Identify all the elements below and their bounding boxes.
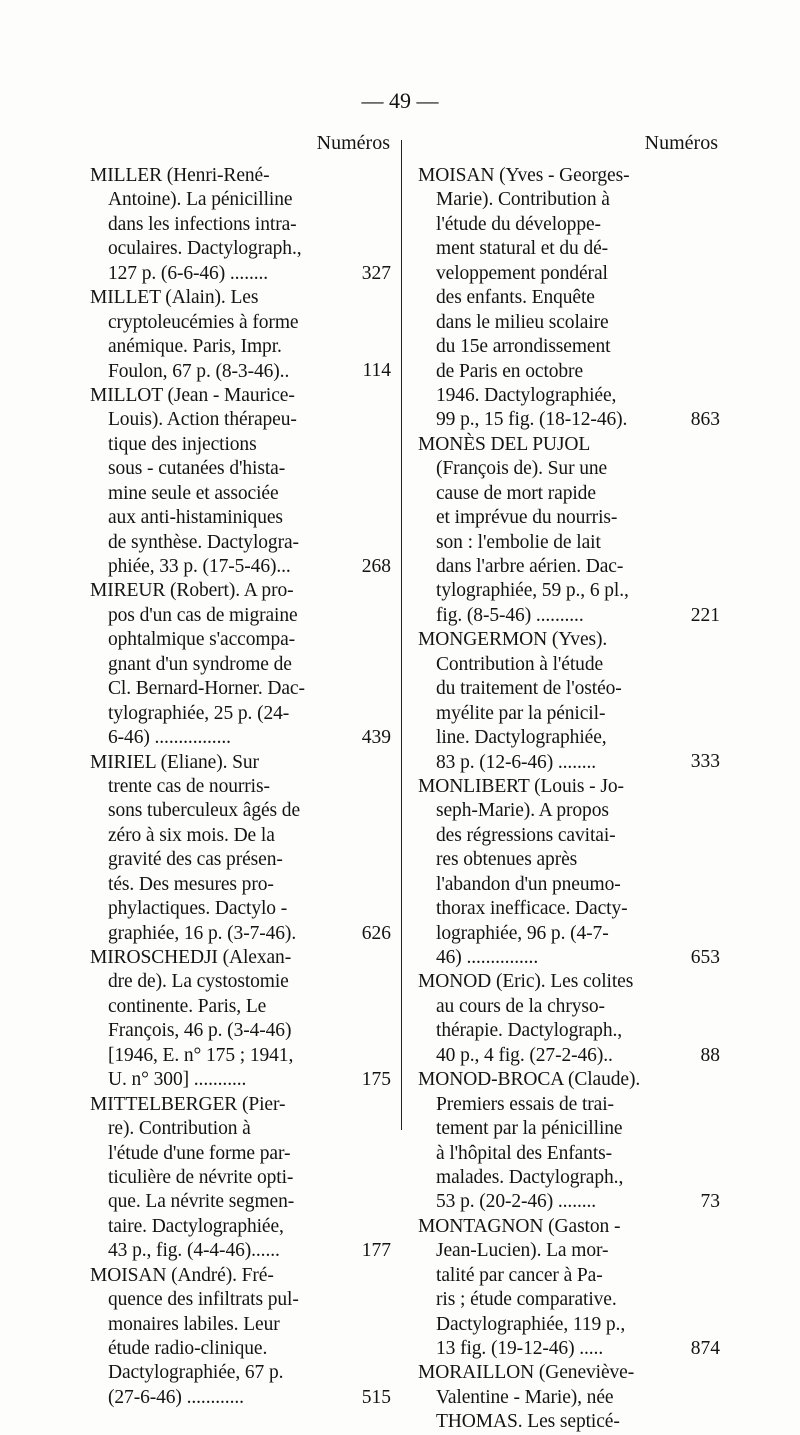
entry-number: 221	[690, 604, 720, 626]
right-column	[418, 132, 718, 1435]
bibliography-entry	[90, 1093, 390, 1264]
entry-text-line: zéro à six mois. De la	[108, 824, 275, 846]
bibliography-entry	[90, 164, 390, 286]
entry-text-line: et imprévue du nourris-	[436, 507, 618, 529]
entry-text-line: cause de mort rapide	[436, 482, 596, 504]
entry-text-line: 40 p., 4 fig. (27-2-46)..	[436, 1044, 613, 1066]
entry-text-line: Dactylographiée, 67 p.	[108, 1362, 284, 1384]
entry-author-line: MONÈS DEL PUJOL	[418, 433, 591, 455]
entry-number: 863	[690, 409, 720, 431]
entry-text-line: Dactylographiée, 119 p.,	[436, 1313, 626, 1335]
entry-author-line: MONLIBERT (Louis - Jo-	[418, 775, 624, 797]
bibliography-entry	[90, 579, 390, 750]
entry-text-line: aux anti-histaminiques	[108, 507, 283, 529]
entry-text-line: 53 p. (20-2-46) ........	[436, 1191, 597, 1213]
entry-text-line: 43 p., fig. (4-4-46)......	[108, 1240, 280, 1262]
entry-author-line: MORAILLON (Geneviève-	[418, 1362, 635, 1384]
entry-number: 73	[700, 1191, 720, 1213]
entry-text-line: tement par la pénicilline	[436, 1118, 623, 1140]
bibliography-entry	[90, 946, 390, 1093]
bibliography-entry	[418, 1068, 718, 1215]
entry-text-line: line. Dactylographiée,	[436, 727, 607, 749]
entry-text-line: que. La névrite segmen-	[108, 1191, 295, 1213]
entry-text-line: pos d'un cas de migraine	[108, 604, 298, 626]
entry-text-line: phylactiques. Dactylo -	[108, 898, 288, 920]
entry-number: 114	[362, 360, 391, 382]
entry-text-line: malades. Dactylograph.,	[436, 1166, 624, 1188]
entry-text-line: gravité des cas présen-	[108, 849, 283, 871]
entry-number: 327	[361, 262, 391, 284]
entry-author-line: MILLOT (Jean - Maurice-	[90, 384, 295, 406]
entry-text-line: 99 p., 15 fig. (18-12-46).	[436, 409, 628, 431]
bibliography-entry	[90, 384, 390, 580]
entry-text-line: 46) ...............	[436, 947, 539, 968]
entry-text-line: dans les infections intra-	[108, 213, 297, 235]
right-entries	[418, 164, 718, 1435]
entry-text-line: (François de). Sur une	[436, 458, 608, 480]
page-number: — 49 —	[361, 88, 439, 113]
entry-author-line: MONGERMON (Yves).	[418, 629, 608, 651]
entry-text-line: trente cas de nourris-	[108, 775, 270, 797]
entry-text-line: talité par cancer à Pa-	[436, 1264, 603, 1286]
entry-number: 175	[361, 1069, 391, 1091]
entry-text-line: cryptoleucémies à forme	[108, 311, 299, 333]
bibliography-entry	[90, 751, 390, 947]
entry-number: 874	[690, 1337, 720, 1359]
entry-text-line: Marie). Contribution à	[436, 189, 610, 211]
entry-author-line: MILLET (Alain). Les	[90, 287, 259, 309]
entry-text-line: sous - cutanées d'hista-	[108, 458, 286, 480]
column-header-right: Numéros	[644, 132, 718, 154]
entry-text-line: continente. Paris, Le	[108, 995, 267, 1017]
column-header-left: Numéros	[316, 132, 390, 154]
entry-text-line: François, 46 p. (3-4-46)	[108, 1020, 292, 1042]
entry-text-line: re). Contribution à	[108, 1118, 251, 1140]
entry-number: 515	[361, 1386, 391, 1408]
entry-text-line: Antoine). La pénicilline	[108, 189, 293, 211]
entry-text-line: Foulon, 67 p. (8-3-46)..	[108, 360, 290, 382]
entry-author-line: MOISAN (Yves - Georges-	[418, 165, 630, 186]
entry-text-line: [1946, E. n° 175 ; 1941,	[108, 1044, 294, 1066]
entry-number: 653	[690, 946, 720, 968]
entry-text-line: du traitement de l'ostéo-	[436, 678, 622, 700]
entry-author-line: MIROSCHEDJI (Alexan-	[90, 947, 292, 968]
entry-text-line: gnant d'un syndrome de	[108, 653, 292, 675]
entry-author-line: MONOD (Eric). Les colites	[418, 971, 634, 993]
bibliography-entry	[90, 286, 390, 384]
entry-text-line: ris ; étude comparative.	[436, 1289, 617, 1311]
entry-author-line: MILLER (Henri-René-	[90, 165, 270, 186]
entry-text-line: 83 p. (12-6-46) ........	[436, 751, 597, 773]
entry-text-line: son : l'embolie de lait	[436, 531, 601, 553]
entry-text-line: quence des infiltrats pul-	[108, 1289, 299, 1311]
entry-text-line: anémique. Paris, Impr.	[108, 336, 282, 358]
entry-text-line: sons tuberculeux âgés de	[108, 800, 301, 822]
entry-text-line: du 15e arrondissement	[436, 336, 611, 358]
entry-text-line: Louis). Action thérapeu-	[108, 409, 297, 431]
left-column	[90, 132, 390, 1410]
entry-author-line: MONTAGNON (Gaston -	[418, 1215, 621, 1237]
bibliography-entry	[418, 628, 718, 775]
entry-author-line: MONOD-BROCA (Claude).	[418, 1069, 641, 1091]
entry-text-line: taire. Dactylographiée,	[108, 1215, 284, 1237]
entry-number: 268	[361, 555, 391, 577]
column-divider	[401, 140, 402, 1130]
entry-text-line: phiée, 33 p. (17-5-46)...	[108, 556, 291, 577]
entry-text-line: mine seule et associée	[108, 482, 279, 504]
entry-text-line: veloppement pondéral	[436, 262, 608, 284]
entry-text-line: tique des injections	[108, 433, 257, 455]
entry-number: 626	[361, 922, 391, 944]
bibliography-entry	[418, 775, 718, 971]
entry-text-line: Valentine - Marie), née	[436, 1386, 614, 1408]
entry-number: 88	[700, 1044, 720, 1066]
entry-text-line: myélite par la pénicil-	[436, 702, 606, 724]
entry-text-line: Jean-Lucien). La mor-	[436, 1240, 609, 1262]
entry-text-line: graphiée, 16 p. (3-7-46).	[108, 922, 297, 944]
entry-text-line: dans le milieu scolaire	[436, 311, 609, 333]
entry-text-line: seph-Marie). A propos	[436, 800, 609, 822]
entry-text-line: tylographiée, 59 p., 6 pl.,	[436, 580, 629, 602]
entry-text-line: oculaires. Dactylograph.,	[108, 238, 302, 260]
entry-text-line: U. n° 300] ...........	[108, 1069, 247, 1091]
entry-text-line: THOMAS. Les septicé-	[436, 1411, 620, 1433]
entry-text-line: tés. Des mesures pro-	[108, 873, 274, 895]
entry-text-line: étude radio-clinique.	[108, 1338, 268, 1359]
left-entries	[90, 164, 390, 1410]
entry-text-line: ophtalmique s'accompa-	[108, 629, 296, 651]
entry-text-line: lographiée, 96 p. (4-7-	[436, 922, 609, 944]
entry-text-line: des régressions cavitai-	[436, 824, 616, 846]
entry-text-line: dre de). La cystostomie	[108, 971, 289, 993]
entry-text-line: monaires labiles. Leur	[108, 1313, 280, 1335]
entry-text-line: ticulière de névrite opti-	[108, 1166, 294, 1188]
bibliography-entry	[90, 1264, 390, 1411]
entry-text-line: tylographiée, 25 p. (24-	[108, 702, 290, 724]
entry-text-line: au cours de la chryso-	[436, 995, 605, 1017]
entry-text-line: l'abandon d'un pneumo-	[436, 873, 621, 895]
entry-text-line: 6-46) ................	[108, 727, 231, 749]
entry-number: 177	[361, 1240, 391, 1262]
entry-text-line: de synthèse. Dactylogra-	[108, 531, 299, 553]
entry-text-line: (27-6-46) ............	[108, 1386, 244, 1408]
entry-author-line: MITTELBERGER (Pier-	[90, 1093, 286, 1115]
entry-text-line: thorax inefficace. Dacty-	[436, 898, 628, 920]
entry-text-line: 13 fig. (19-12-46) .....	[436, 1338, 604, 1359]
entry-number: 439	[361, 727, 391, 749]
entry-text-line: 1946. Dactylographiée,	[436, 384, 617, 406]
entry-author-line: MOISAN (André). Fré-	[90, 1264, 274, 1286]
entry-text-line: thérapie. Dactylograph.,	[436, 1020, 623, 1042]
entry-text-line: fig. (8-5-46) ..........	[436, 604, 584, 626]
entry-text-line: ment statural et du dé-	[436, 238, 609, 260]
entry-text-line: l'étude du développe-	[436, 213, 601, 235]
bibliography-entry	[418, 433, 718, 629]
bibliography-entry	[418, 1215, 718, 1362]
bibliography-entry	[418, 164, 718, 433]
entry-text-line: de Paris en octobre	[436, 360, 584, 382]
entry-text-line: à l'hôpital des Enfants-	[436, 1142, 613, 1164]
entry-number: 333	[690, 751, 720, 773]
entry-author-line: MIRIEL (Eliane). Sur	[90, 751, 259, 773]
entry-author-line: MIREUR (Robert). A pro-	[90, 580, 294, 602]
entry-text-line: l'étude d'une forme par-	[108, 1142, 291, 1164]
entry-text-line: res obtenues après	[436, 849, 578, 871]
entry-text-line: des enfants. Enquête	[436, 287, 595, 309]
bibliography-entry	[418, 970, 718, 1068]
entry-text-line: dans l'arbre aérien. Dac-	[436, 556, 624, 577]
entry-text-line: Premiers essais de trai-	[436, 1093, 614, 1115]
entry-text-line: Cl. Bernard-Horner. Dac-	[108, 678, 305, 700]
entry-text-line: 127 p. (6-6-46) ........	[108, 262, 269, 284]
entry-text-line: Contribution à l'étude	[436, 653, 604, 675]
bibliography-entry	[418, 1361, 718, 1434]
